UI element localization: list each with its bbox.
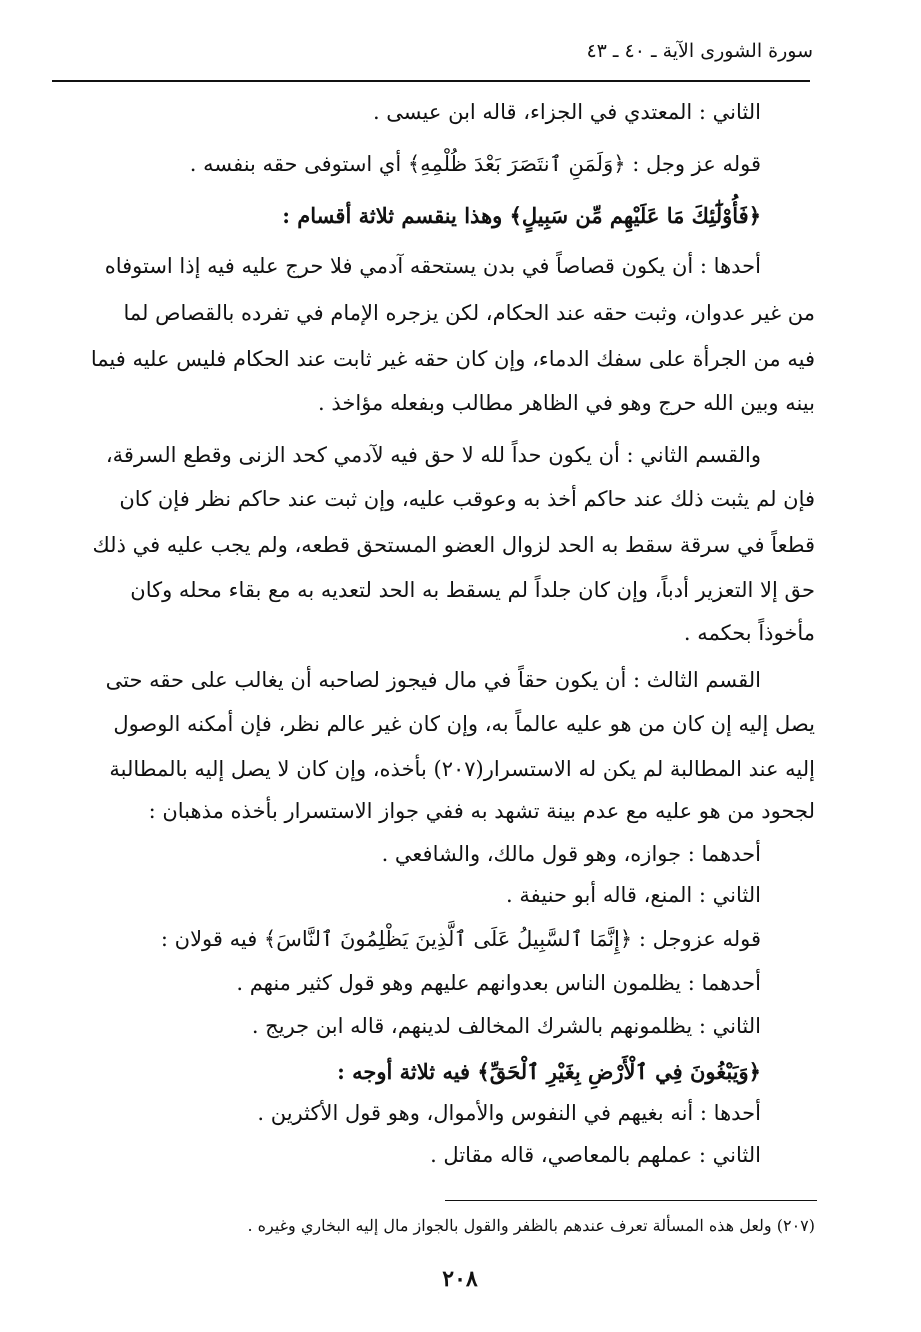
text-line: الثاني : المنع، قاله أبو حنيفة . [506, 883, 761, 907]
text-line: ﴿وَيَبْغُونَ فِي ٱلْأَرْضِ بِغَيْرِ ٱلْحَقِّ﴾ فيه ثلاثة أوجه : [337, 1059, 761, 1084]
text-line: فإن لم يثبت ذلك عند حاكم أخذ به وعوقب عليه، وإن ثبت عند حاكم نظر فإن كان [119, 487, 815, 511]
footnote: (٢٠٧) ولعل هذه المسألة تعرف عندهم بالظفر والقول بالجواز مال إليه البخاري وغيره . [247, 1216, 815, 1235]
text-line: أحدهما : جوازه، وهو قول مالك، والشافعي . [381, 842, 761, 866]
text-line: الثاني : عملهم بالمعاصي، قاله مقاتل . [430, 1143, 761, 1167]
text-line: قطعاً في سرقة سقط به الحد لزوال العضو المستحق قطعه، ولم يجب عليه في ذلك [92, 533, 815, 557]
text-line: حق إلا التعزير أدباً، وإن كان جلداً لم يسقط به الحد لتعديه به مع بقاء محله وكان [130, 578, 815, 602]
text-line: أحدها : أنه بغيهم في النفوس والأموال، وهو قول الأكثرين . [257, 1101, 761, 1125]
text-line: الثاني : المعتدي في الجزاء، قاله ابن عيسى . [372, 100, 761, 124]
text-line: قوله عزوجل : ﴿إِنَّمَا ٱلسَّبِيلُ عَلَى ٱلَّذِينَ يَظْلِمُونَ ٱلنَّاسَ﴾ فيه قولان : [160, 927, 761, 951]
text-line: ﴿فَأُوْلَٰٓئِكَ مَا عَلَيْهِم مِّن سَبِيلٍ﴾ وهذا ينقسم ثلاثة أقسام : [282, 203, 761, 228]
text-line: مأخوذاً بحكمه . [683, 621, 815, 645]
text-line: الثاني : يظلمونهم بالشرك المخالف لدينهم، قاله ابن جريج . [251, 1014, 761, 1038]
header-divider [52, 80, 810, 82]
text-line: من غير عدوان، وثبت حقه عند الحكام، لكن يزجره الإمام في تفرده بالقصاص لما [123, 301, 815, 325]
footnote-divider [445, 1200, 817, 1201]
running-header-title: سورة الشورى الآية ـ ٤٠ ـ ٤٣ [586, 40, 813, 62]
text-line: لجحود من هو عليه مع عدم بينة تشهد به ففي جواز الاستسرار بأخذه مذهبان : [148, 799, 815, 823]
text-line: أحدها : أن يكون قصاصاً في بدن يستحقه آدمي فلا حرج عليه فيه إذا استوفاه [104, 254, 761, 278]
text-line: والقسم الثاني : أن يكون حداً لله لا حق فيه لآدمي كحد الزنى وقطع السرقة، [105, 443, 761, 467]
text-line: إليه عند المطالبة لم يكن له الاستسرار(٢٠٧) بأخذه، وإن كان لا يصل إليه بالمطالبة [109, 757, 815, 781]
text-line: يصل إليه إن كان من هو عليه عالماً به، وإن كان غير عالم نظر، فإن أمكنه الوصول [113, 712, 815, 736]
text-line: أحدهما : يظلمون الناس بعدوانهم عليهم وهو قول كثير منهم . [236, 971, 761, 995]
text-line: بينه وبين الله حرج وهو في الظاهر مطالب وبفعله مؤاخذ . [318, 391, 815, 415]
page-number: ٢٠٨ [442, 1266, 478, 1292]
text-line: القسم الثالث : أن يكون حقاً في مال فيجوز لصاحبه أن يغالب على حقه حتى [105, 668, 761, 692]
text-line: قوله عز وجل : ﴿وَلَمَنِ ٱنتَصَرَ بَعْدَ ظُلْمِهِ﴾ أي استوفى حقه بنفسه . [189, 152, 761, 176]
text-line: فيه من الجرأة على سفك الدماء، وإن كان حقه غير ثابت عند الحكام فليس عليه فيما [90, 347, 815, 371]
